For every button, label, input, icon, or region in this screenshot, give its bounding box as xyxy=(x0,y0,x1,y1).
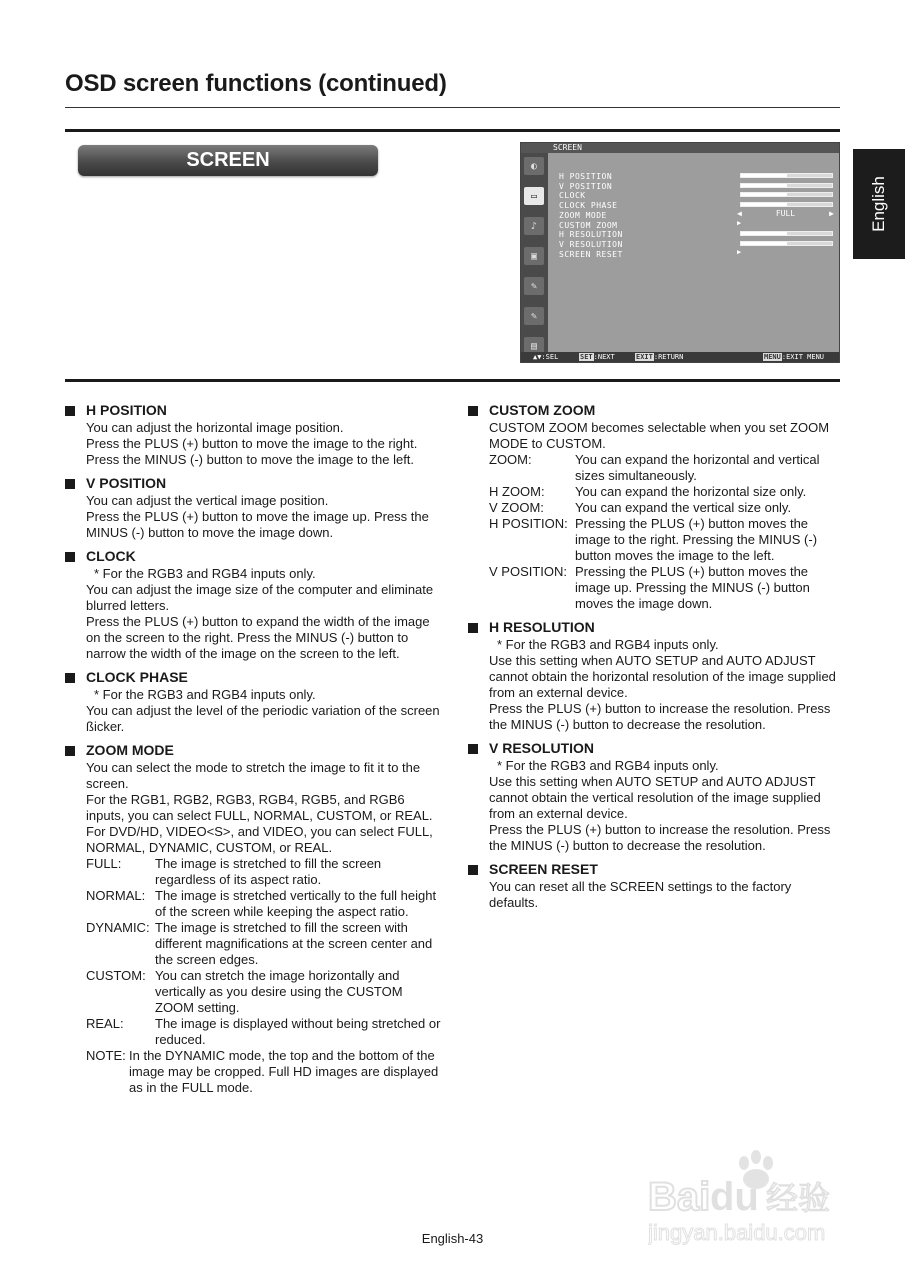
osd-menu-item: CLOCK PHASE xyxy=(559,201,618,211)
audio-icon: ♪ xyxy=(524,217,544,235)
section-heading: CLOCK PHASE xyxy=(86,669,188,685)
section-heading: V RESOLUTION xyxy=(489,740,595,756)
body-text: Press the PLUS (+) button to move the image to the right. xyxy=(86,436,418,451)
section-heading: H POSITION xyxy=(86,402,167,418)
svg-text:jingyan.baidu.com: jingyan.baidu.com xyxy=(648,1220,826,1245)
language-tab: English xyxy=(853,149,905,259)
definition-row: V ZOOM: You can expand the vertical size only. xyxy=(489,500,792,515)
section-heading: CLOCK xyxy=(86,548,136,564)
osd-zoom-value: FULL xyxy=(775,209,796,218)
osd-slider-fill xyxy=(741,193,787,196)
input-note: * For the RGB3 and RGB4 inputs only. xyxy=(497,758,719,773)
bullet-square-icon xyxy=(65,406,75,416)
input-note: * For the RGB3 and RGB4 inputs only. xyxy=(497,637,719,652)
osd-slider-fill xyxy=(741,174,787,177)
body-text: For the RGB1, RGB2, RGB3, RGB4, RGB5, and RGB6 inputs, you can select FULL, NORMAL, CUSTOM, or REAL. xyxy=(86,792,433,823)
osd-slider-bar xyxy=(740,192,833,197)
zoom-note: NOTE: In the DYNAMIC mode, the top and the bottom of the image may be cropped. Full HD images are displayed as in the FULL mode. xyxy=(86,1048,439,1095)
bullet-square-icon xyxy=(468,865,478,875)
osd-footer-sel: ▲▼:SEL xyxy=(533,353,559,361)
screen-icon: ▭ xyxy=(524,187,544,205)
bullet-square-icon xyxy=(65,552,75,562)
zoom-mode-section xyxy=(65,742,445,1096)
svg-text:du: du xyxy=(710,1175,759,1219)
osd-footer-exit: MENU:EXIT MENU xyxy=(764,353,825,361)
definition-row: V POSITION: Pressing the PLUS (+) button moves the image up. Pressing the MINUS (-) button moves the image down. xyxy=(489,564,810,611)
definition-row: REAL: The image is displayed without being stretched or reduced. xyxy=(86,1016,441,1047)
svg-text:Bai: Bai xyxy=(648,1175,711,1219)
osd-menu-item: CUSTOM ZOOM xyxy=(559,220,618,230)
v-position-section xyxy=(65,475,445,541)
body-text: You can adjust the level of the periodic variation of the screen ßicker. xyxy=(86,703,440,734)
config1-icon: ✎ xyxy=(524,277,544,295)
svg-text:经验: 经验 xyxy=(766,1179,831,1217)
body-text: Use this setting when AUTO SETUP and AUTO ADJUST cannot obtain the vertical resolution of the image supplied from an external device. xyxy=(489,774,821,821)
osd-footer-return: EXIT:RETURN xyxy=(636,353,684,361)
osd-screenshot xyxy=(520,142,840,363)
body-text: Press the PLUS (+) button to expand the width of the image on the screen to the right. Press the MINUS (-) button to narrow the width of the image on the screen to the left. xyxy=(86,614,430,661)
body-text: Press the PLUS (+) button to increase the resolution. Press the MINUS (-) button to decrease the resolution. xyxy=(489,701,831,732)
bullet-square-icon xyxy=(65,479,75,489)
section-heading: H RESOLUTION xyxy=(489,619,595,635)
osd-slider-fill xyxy=(741,203,787,206)
body-text: For DVD/HD, VIDEO<S>, and VIDEO, you can select FULL, NORMAL, DYNAMIC, CUSTOM, or REAL. xyxy=(86,824,433,855)
osd-slider-bar xyxy=(740,202,833,207)
osd-menu-item: ZOOM MODE xyxy=(559,210,607,220)
body-text: Press the PLUS (+) button to move the image up. Press the MINUS (-) button to move the image down. xyxy=(86,509,429,540)
bullet-square-icon xyxy=(468,406,478,416)
osd-slider-bar xyxy=(740,231,833,236)
body-text: You can reset all the SCREEN settings to the factory defaults. xyxy=(489,879,792,910)
body-text: You can adjust the image size of the computer and eliminate blurred letters. xyxy=(86,582,434,613)
left-column xyxy=(65,402,445,1103)
osd-menu-item: V POSITION xyxy=(559,181,613,191)
body-text: Press the MINUS (-) button to move the image to the left. xyxy=(86,452,415,467)
osd-slider-fill xyxy=(741,242,787,245)
definition-row: H POSITION: Pressing the PLUS (+) button moves the image to the right. Pressing the MINUS (-) button moves the image to the left. xyxy=(489,516,818,563)
definition-row: NORMAL: The image is stretched vertically to the full height of the screen while keeping the aspect ratio. xyxy=(86,888,437,919)
picture-icon: ◐ xyxy=(524,157,544,175)
section-bottom-rule xyxy=(65,379,840,382)
section-top-rule xyxy=(65,129,840,132)
bullet-square-icon xyxy=(468,744,478,754)
bullet-square-icon xyxy=(65,746,75,756)
osd-custom-zoom-arrow-icon: ▶ xyxy=(737,219,742,227)
body-text: Press the PLUS (+) button to increase the resolution. Press the MINUS (-) button to decrease the resolution. xyxy=(489,822,831,853)
input-note: * For the RGB3 and RGB4 inputs only. xyxy=(94,566,316,581)
section-heading-pill: SCREEN xyxy=(78,145,378,176)
h-resolution-section xyxy=(468,619,840,733)
osd-menu-item: CLOCK xyxy=(559,191,586,201)
body-text: You can adjust the vertical image position. xyxy=(86,493,329,508)
bullet-square-icon xyxy=(65,673,75,683)
osd-menu-item: H RESOLUTION xyxy=(559,230,623,240)
osd-slider-bar xyxy=(740,173,833,178)
osd-slider-bar xyxy=(740,241,833,246)
h-position-section xyxy=(65,402,445,468)
osd-slider-bar xyxy=(740,183,833,188)
input-note: * For the RGB3 and RGB4 inputs only. xyxy=(94,687,316,702)
section-heading: V POSITION xyxy=(86,475,167,491)
custom-zoom-section xyxy=(468,402,840,612)
osd-icon-column xyxy=(521,153,548,353)
right-column xyxy=(468,402,840,918)
body-text: You can adjust the horizontal image position. xyxy=(86,420,344,435)
osd-menu-item: H POSITION xyxy=(559,172,613,181)
section-heading: SCREEN RESET xyxy=(489,861,598,877)
body-text: You can select the mode to stretch the image to ﬁt it to the screen. xyxy=(86,760,421,791)
osd-screen-reset-arrow-icon: ▶ xyxy=(737,248,742,256)
v-resolution-section xyxy=(468,740,840,854)
screen-reset-section xyxy=(468,861,840,911)
definition-row: ZOOM: You can expand the horizontal and vertical sizes simultaneously. xyxy=(489,452,820,483)
definition-row: H ZOOM: You can expand the horizontal size only. xyxy=(489,484,807,499)
definition-row: CUSTOM: You can stretch the image horizontally and vertically as you desire using the CUSTOM ZOOM setting. xyxy=(86,968,403,1015)
page-number: English-43 xyxy=(421,1231,484,1246)
bullet-square-icon xyxy=(468,623,478,633)
pip-icon: ▣ xyxy=(524,247,544,265)
definition-row: FULL: The image is stretched to ﬁll the screen regardless of its aspect ratio. xyxy=(86,856,382,887)
osd-menu-item: V RESOLUTION xyxy=(559,239,623,249)
osd-slider-fill xyxy=(741,232,787,235)
osd-slider-fill xyxy=(741,184,787,187)
osd-right-arrow-icon: ▶ xyxy=(829,209,834,218)
section-heading: ZOOM MODE xyxy=(86,742,174,758)
osd-menu-list xyxy=(559,172,623,259)
osd-footer-next: SET:NEXT xyxy=(580,353,615,361)
osd-zoom-selector xyxy=(737,209,834,218)
info-icon: ▤ xyxy=(524,337,544,355)
osd-left-arrow-icon: ◀ xyxy=(737,209,742,218)
title-divider xyxy=(65,107,840,108)
body-text: Use this setting when AUTO SETUP and AUTO ADJUST cannot obtain the horizontal resolution of the image supplied from an external device. xyxy=(489,653,836,700)
section-heading: CUSTOM ZOOM xyxy=(489,402,596,418)
body-text: CUSTOM ZOOM becomes selectable when you set ZOOM MODE to CUSTOM. xyxy=(489,420,830,451)
definition-row: DYNAMIC: The image is stretched to ﬁll the screen with different magniﬁcations at the screen center and the screen edges. xyxy=(86,920,433,967)
osd-menu-item: SCREEN RESET xyxy=(559,249,623,259)
osd-title: SCREEN xyxy=(521,143,839,153)
clock-section xyxy=(65,548,445,662)
clock-phase-section xyxy=(65,669,445,735)
page-title: OSD screen functions (continued) xyxy=(65,70,447,97)
osd-footer xyxy=(521,352,839,362)
config2-icon: ✎ xyxy=(524,307,544,325)
